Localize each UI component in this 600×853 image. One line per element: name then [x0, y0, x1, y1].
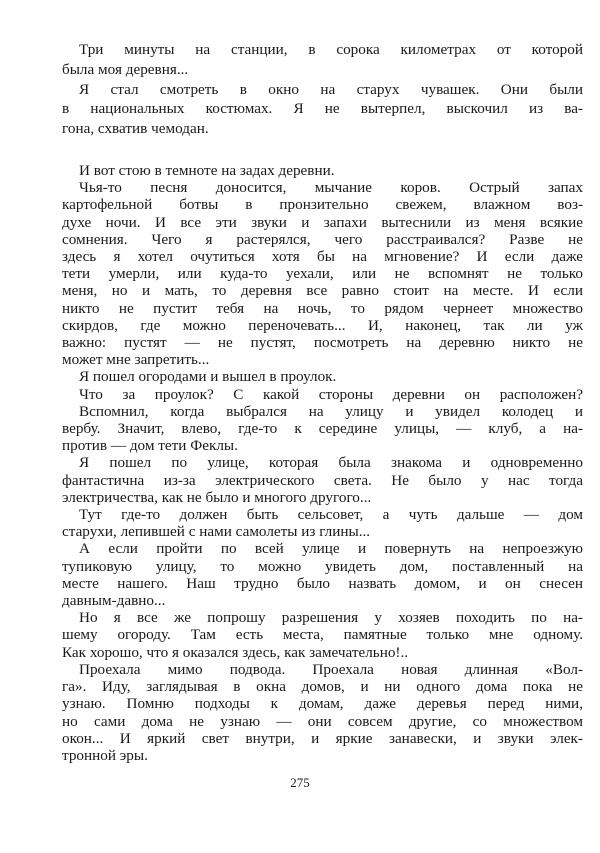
- text-line: И вот стою в темноте на задах деревни.: [79, 162, 335, 179]
- text-line: давным-давно...: [62, 592, 166, 610]
- text-line: старухи, лепившей с нами самолеты из глины...: [62, 523, 371, 541]
- text-line: но сами дома не узнаю — они совсем другие, со множеством: [62, 712, 583, 730]
- text-line: в национальных костюмах. Я не вытерпел, выскочил из ва-: [62, 100, 583, 118]
- text-line: Я пошел огородами и вышел в проулок.: [79, 368, 337, 386]
- text-line: фантастична из-за электрического света. Не было у нас тогда: [62, 471, 583, 489]
- text-line: была моя деревня...: [62, 60, 189, 78]
- text-line: шему огороду. Там есть места, памятные только мне одному.: [62, 626, 583, 644]
- text-line: Три минуты на станции, в сорока километрах от которой: [79, 41, 583, 58]
- text-line: может мне запретить...: [62, 351, 210, 369]
- text-line: га». Иду, заглядывая в окна домов, и ни одного дома пока не: [62, 678, 583, 696]
- text-line: вербу. Значит, влево, где-то к середине улицы, — клуб, а на-: [62, 420, 583, 438]
- text-line: Но я все же попрошу разрешения у хозяев походить по на-: [79, 609, 583, 627]
- text-line: узнаю. Помню подходы к домам, даже деревья перед ними,: [62, 695, 583, 713]
- text-line: электричества, как не было и многого другого...: [62, 488, 372, 506]
- text-line: духе ночи. И все эти звуки и запахи вытеснили из меня всякие: [62, 213, 583, 231]
- text-line: важно: пустят — не пустят, посмотреть на деревню никто не: [62, 334, 583, 352]
- text-line: А если пройти по всей улице и повернуть на непроезжую: [79, 540, 583, 558]
- text-line: Проехала мимо подвода. Проехала новая длинная «Вол-: [79, 660, 583, 678]
- text-block-main: [62, 162, 583, 764]
- text-line: против — дом тети Феклы.: [62, 437, 238, 455]
- text-line: меня, но и мать, то деревня все равно стоит на месте. И если: [62, 282, 583, 300]
- text-line: здесь я хотел очутиться хотя бы на мгновение? И если даже: [62, 248, 583, 266]
- text-line: Как хорошо, что я оказался здесь, как замечательно!..: [62, 643, 409, 661]
- text-line: Что за проулок? С какой стороны деревни он расположен?: [79, 385, 583, 403]
- text-line: гона, схватив чемодан.: [62, 120, 209, 138]
- text-line: Я стал смотреть в окно на старух чувашек. Они были: [79, 80, 583, 98]
- text-line: сомнения. Чего я растерялся, чего расстраивался? Разве не: [62, 230, 583, 248]
- page-number: 275: [290, 775, 310, 790]
- text-line: картофельной ботвы в пронзительно свежем, влажном воз-: [62, 196, 583, 214]
- text-line: скирдов, где можно переночевать... И, наконец, так ли уж: [62, 316, 583, 334]
- text-line: месте нашего. Наш трудно было назвать домом, и он снесен: [62, 574, 583, 592]
- text-block-top: [62, 40, 583, 139]
- text-line: Я пошел по улице, которая была знакома и одновременно: [79, 454, 583, 472]
- text-line: тронной эры.: [62, 746, 148, 764]
- text-line: Вспомнил, когда выбрался на улицу и увидел колодец и: [79, 402, 583, 420]
- text-line: тупиковую улицу, то можно увидеть дом, поставленный на: [62, 557, 583, 575]
- text-line: Чья-то песня доносится, мычание коров. Острый запах: [79, 179, 583, 197]
- text-line: Тут где-то должен быть сельсовет, а чуть дальше — дом: [79, 506, 583, 524]
- text-line: никто не пустит тебя на ночь, то рядом чернеет множество: [62, 299, 583, 317]
- text-line: окон... И яркий свет внутри, и яркие занавески, и звуки элек-: [62, 729, 583, 747]
- text-line: тети умерли, или куда-то уехали, или не вспомнят не только: [62, 265, 583, 283]
